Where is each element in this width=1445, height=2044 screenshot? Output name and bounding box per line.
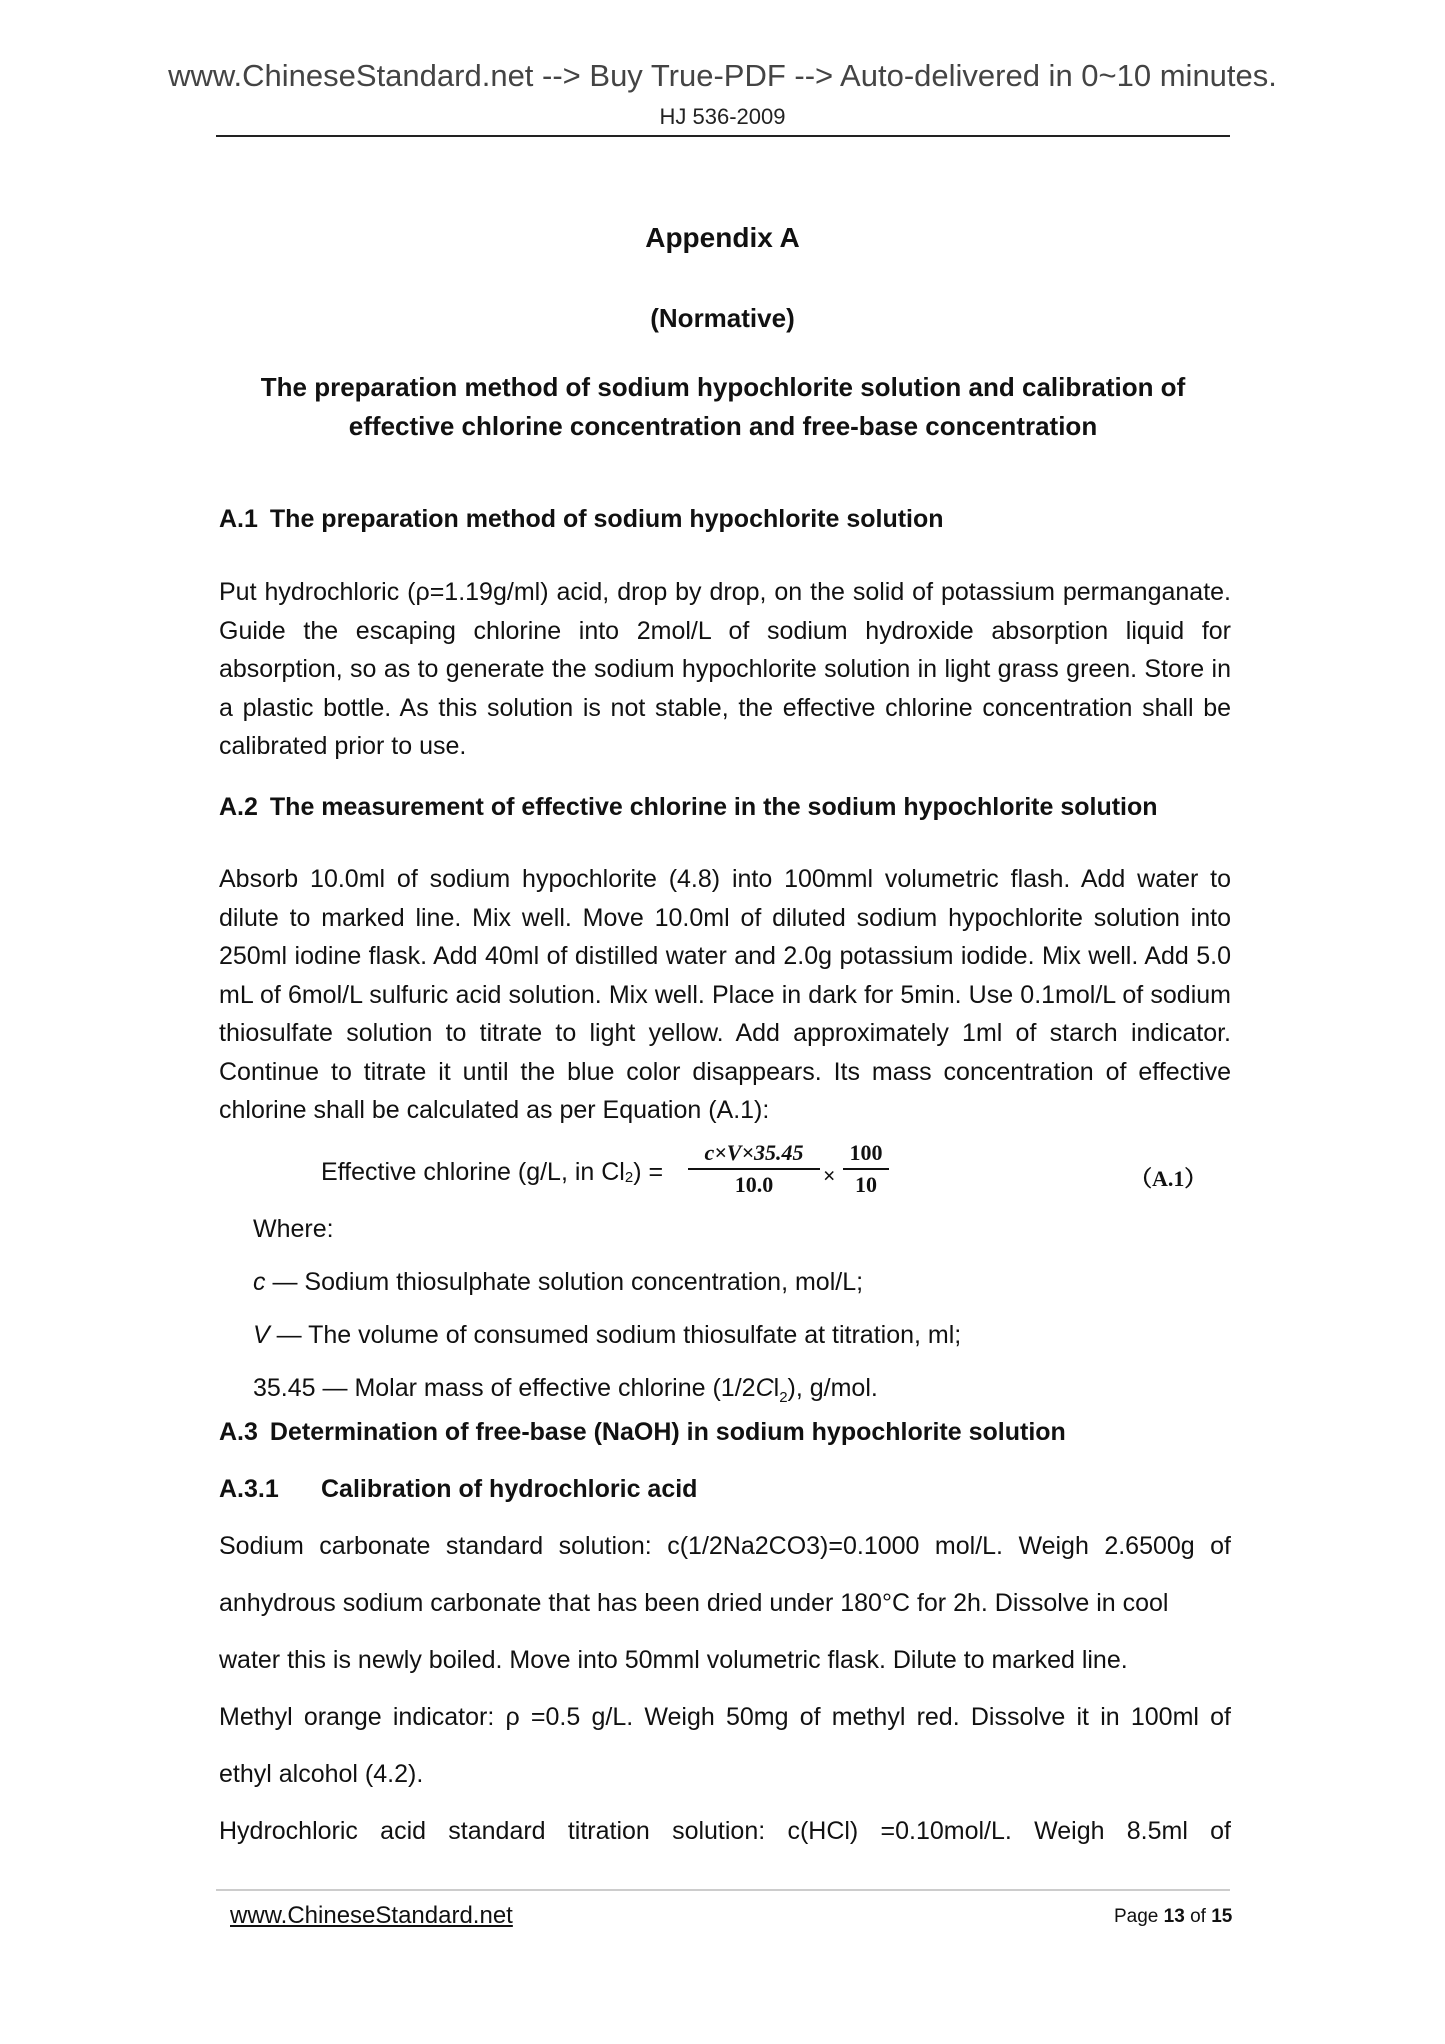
subsection-heading-a3-1	[219, 1475, 697, 1504]
page-number: Page 13 of 15	[1114, 1906, 1233, 1927]
text-line: Methyl orange indicator: ρ =0.5 g/L. Weigh 50mg of methyl red. Dissolve it in 100ml of	[219, 1703, 1231, 1731]
footer-divider	[216, 1889, 1230, 1891]
equation-number: （A.1）	[1130, 1166, 1207, 1191]
section-title: Determination of free-base (NaOH) in sodium hypochlorite solution	[269, 1418, 1066, 1446]
standard-code: HJ 536-2009	[659, 104, 786, 129]
section-title: The measurement of effective chlorine in the sodium hypochlorite solution	[269, 793, 1158, 821]
appendix-title: Appendix A	[645, 222, 800, 253]
equation-denominator: 10.0	[734, 1172, 774, 1197]
section-number: A.2	[219, 793, 258, 821]
text-line: Sodium carbonate standard solution: c(1/2Na2CO3)=0.1000 mol/L. Weigh 2.6500g of	[219, 1532, 1231, 1560]
footer-link[interactable]: www.ChineseStandard.net	[230, 1902, 513, 1929]
definition-c: c — Sodium thiosulphate solution concentration, mol/L;	[253, 1268, 864, 1296]
header-divider	[216, 135, 1230, 137]
text-line: anhydrous sodium carbonate that has been dried under 180°C for 2h. Dissolve in cool	[219, 1589, 1169, 1617]
subsection-number: A.3.1	[219, 1475, 279, 1503]
equation-numerator: 100	[843, 1140, 889, 1170]
section-heading-a3	[219, 1418, 1066, 1447]
appendix-heading: The preparation method of sodium hypochlorite solution and calibration of effective chlorine concentration and free-base concentration	[260, 372, 1186, 441]
section-number: A.3	[219, 1418, 258, 1446]
header-banner[interactable]: www.ChineseStandard.net --> Buy True-PDF --> Auto-delivered in 0~10 minutes.	[168, 58, 1277, 93]
section-body-a1: Put hydrochloric (ρ=1.19g/ml) acid, drop by drop, on the solid of potassium permanganate. Guide the escaping chlorine into 2mol/L of sodium hydroxide absorption liquid for absorption, so as to generate the sodium hypochlorite solution in light grass green. Store in a plastic bottle. As this solution is not stable, the effective chlorine concentration shall be calibrated prior to use.	[219, 578, 1231, 760]
equation-denominator: 10	[855, 1172, 877, 1197]
equation-fraction-dilution	[843, 1140, 889, 1198]
section-title: The preparation method of sodium hypochlorite solution	[269, 505, 944, 533]
definition-v: V — The volume of consumed sodium thiosulfate at titration, ml;	[253, 1321, 962, 1349]
section-number: A.1	[219, 505, 258, 533]
equation-times-sign: ×	[823, 1163, 836, 1188]
equation-label: Effective chlorine (g/L, in $Cl_2$) =	[321, 1158, 664, 1186]
section-heading-a2	[219, 793, 1158, 822]
text-line: water this is newly boiled. Move into 50mml volumetric flask. Dilute to marked line.	[219, 1646, 1128, 1674]
text-line: ethyl alcohol (4.2).	[219, 1760, 424, 1788]
text-line: Hydrochloric acid standard titration solution: c(HCl) =0.10mol/L. Weigh 8.5ml of	[219, 1817, 1231, 1845]
where-label: Where:	[253, 1215, 334, 1243]
subsection-title: Calibration of hydrochloric acid	[321, 1475, 698, 1503]
equation-numerator: c×V×35.45	[688, 1140, 820, 1170]
definition-molar-mass: 35.45 — Molar mass of effective chlorine $(1/2Cl_2)$, g/mol.	[253, 1374, 878, 1406]
section-body-a2: Absorb 10.0ml of sodium hypochlorite (4.8) into 100mml volumetric flash. Add water to dilute to marked line. Mix well. Move 10.0ml of diluted sodium hypochlorite solution into 250ml iodine flask. Add 40ml of distilled water and 2.0g potassium iodide. Mix well. Add 5.0 mL of 6mol/L sulfuric acid solution. Mix well. Place in dark for 5min. Use 0.1mol/L of sodium thiosulfate solution to titrate to light yellow. Add approximately 1ml of starch indicator. Continue to titrate it until the blue color disappears. Its mass concentration of effective chlorine shall be calculated as per Equation (A.1):	[219, 865, 1231, 1124]
equation-fraction-main	[688, 1140, 820, 1198]
appendix-subtitle: (Normative)	[650, 303, 795, 333]
section-heading-a1	[219, 505, 944, 534]
